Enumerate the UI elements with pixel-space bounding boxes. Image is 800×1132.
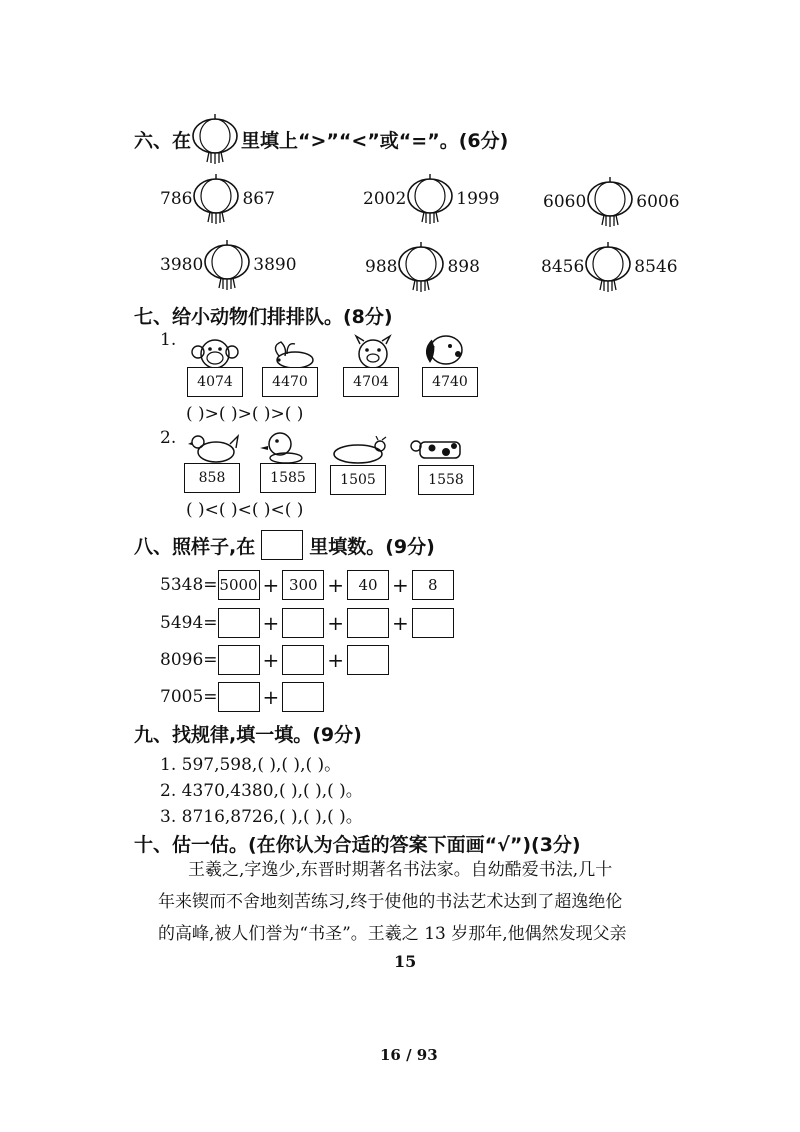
q9-line[interactable]: 1. 597,598,( ),( ),( )。	[160, 755, 342, 775]
answer-box[interactable]	[218, 645, 260, 675]
q7-part1-answer[interactable]: ( )>( )>( )>( )	[186, 404, 304, 424]
animal-card: 4074	[187, 367, 243, 397]
answer-box[interactable]	[218, 608, 260, 638]
cow-icon	[408, 434, 470, 464]
answer-box[interactable]	[282, 608, 324, 638]
blank-box-icon	[261, 530, 303, 560]
q8-row: 5348= 5000 + 300 + 40 + 8	[160, 570, 454, 600]
animal-card: 1585	[260, 463, 316, 493]
monkey-icon	[186, 334, 244, 370]
q6-heading: 六、在 里填上“>”“<”或“=”。(6分)	[134, 112, 508, 166]
q6-item: 8456 8546	[541, 240, 678, 294]
sheep-icon	[330, 436, 390, 464]
animal-card: 4704	[343, 367, 399, 397]
q6-item: 988 898	[365, 240, 480, 294]
answer-box[interactable]	[412, 608, 454, 638]
answer-box: 5000	[218, 570, 260, 600]
dog-icon	[420, 330, 470, 370]
q7-heading: 七、给小动物们排排队。(8分)	[134, 306, 393, 328]
q8-row: 8096= + +	[160, 645, 389, 675]
pig-icon	[348, 334, 398, 370]
compare-circle[interactable]	[406, 172, 456, 226]
q7-part2-answer[interactable]: ( )<( )<( )<( )	[186, 500, 304, 520]
q6-item: 6060 6006	[543, 175, 680, 229]
rabbit-icon	[265, 338, 323, 370]
q8-row: 7005= +	[160, 682, 324, 712]
q9-line[interactable]: 3. 8716,8726,( ),( ),( )。	[160, 807, 363, 827]
q7-part2-label: 2.	[160, 428, 177, 448]
hen-icon	[186, 430, 242, 464]
answer-box[interactable]	[218, 682, 260, 712]
compare-circle[interactable]	[192, 172, 242, 226]
compare-circle[interactable]	[586, 175, 636, 229]
q6-item: 3980 3890	[160, 238, 297, 292]
animal-card: 1558	[418, 465, 474, 495]
q6-item: 786 867	[160, 172, 275, 226]
fruit-blank-icon	[191, 112, 241, 166]
answer-box[interactable]	[347, 645, 389, 675]
q7-part1-label: 1.	[160, 330, 177, 350]
q8-row: 5494= + + +	[160, 608, 454, 638]
compare-circle[interactable]	[584, 240, 634, 294]
animal-card: 858	[184, 463, 240, 493]
animal-card: 4470	[262, 367, 318, 397]
q10-heading: 十、估一估。(在你认为合适的答案下面画“√”)(3分)	[134, 834, 581, 856]
q9-heading: 九、找规律,填一填。(9分)	[134, 724, 362, 746]
q9-line[interactable]: 2. 4370,4380,( ),( ),( )。	[160, 781, 363, 801]
animal-card: 1505	[330, 465, 386, 495]
answer-box: 300	[282, 570, 324, 600]
q10-paragraph: 王羲之,字逸少,东晋时期著名书法家。自幼酷爱书法,几十 年来锲而不舍地刻苦练习,终于使他的书法艺术达到了超逸绝伦 的高峰,被人们誉为“书圣”。王羲之 13 岁那年,他偶然发现父亲	[158, 860, 627, 944]
page-number: 15	[394, 952, 417, 971]
animal-card: 4740	[422, 367, 478, 397]
compare-circle[interactable]	[397, 240, 447, 294]
duck-icon	[258, 428, 306, 464]
q6-item: 2002 1999	[363, 172, 500, 226]
answer-box[interactable]	[282, 682, 324, 712]
compare-circle[interactable]	[203, 238, 253, 292]
page-counter: 16 / 93	[380, 1046, 438, 1064]
q8-heading: 八、照样子,在 里填数。(9分)	[134, 530, 435, 560]
answer-box: 8	[412, 570, 454, 600]
answer-box[interactable]	[347, 608, 389, 638]
answer-box[interactable]	[282, 645, 324, 675]
answer-box: 40	[347, 570, 389, 600]
